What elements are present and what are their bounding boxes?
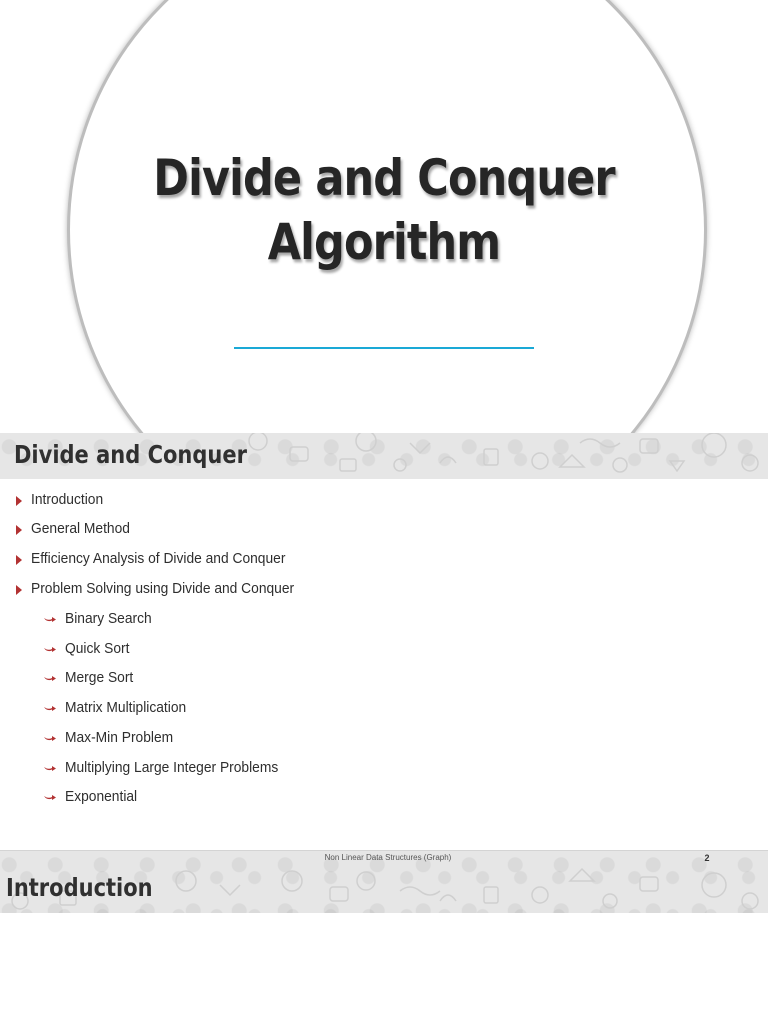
title-slide xyxy=(0,0,768,433)
list-item-text: Matrix Multiplication xyxy=(65,699,187,716)
triangle-bullet-icon xyxy=(16,555,22,565)
triangle-bullet-icon xyxy=(16,496,22,506)
list-item-text: Introduction xyxy=(31,491,104,508)
slide-heading: Divide and Conquer xyxy=(14,440,247,469)
list-item-text: Problem Solving using Divide and Conquer xyxy=(31,580,295,597)
slide-header-band xyxy=(0,433,768,479)
curved-arrow-bullet-icon xyxy=(44,704,56,712)
slide-title-line-2: Algorithm xyxy=(267,213,501,271)
curved-arrow-bullet-icon xyxy=(44,764,56,772)
list-item-text: Efficiency Analysis of Divide and Conquer xyxy=(31,550,286,567)
curved-arrow-bullet-icon xyxy=(44,734,56,742)
curved-arrow-bullet-icon xyxy=(44,645,56,653)
list-item-text: Max-Min Problem xyxy=(65,729,174,746)
list-item-text: Quick Sort xyxy=(65,640,130,657)
curved-arrow-bullet-icon xyxy=(44,793,56,801)
curved-arrow-bullet-icon xyxy=(44,674,56,682)
curved-arrow-bullet-icon xyxy=(44,615,56,623)
triangle-bullet-icon xyxy=(16,525,22,535)
page-number: 2 xyxy=(704,853,710,863)
list-item-text: Merge Sort xyxy=(65,669,134,686)
slide-title-line-1: Divide and Conquer xyxy=(153,149,615,207)
list-item-text: Exponential xyxy=(65,788,138,805)
list-item-text: Multiplying Large Integer Problems xyxy=(65,759,279,776)
title-underline xyxy=(234,347,534,349)
list-item-text: General Method xyxy=(31,520,130,537)
list-item-text: Binary Search xyxy=(65,610,152,627)
slide-header-band xyxy=(0,850,768,913)
slide-heading: Introduction xyxy=(6,873,153,902)
slide-footer: Non Linear Data Structures (Graph) xyxy=(324,853,452,862)
slide-title xyxy=(54,146,714,274)
triangle-bullet-icon xyxy=(16,585,22,595)
